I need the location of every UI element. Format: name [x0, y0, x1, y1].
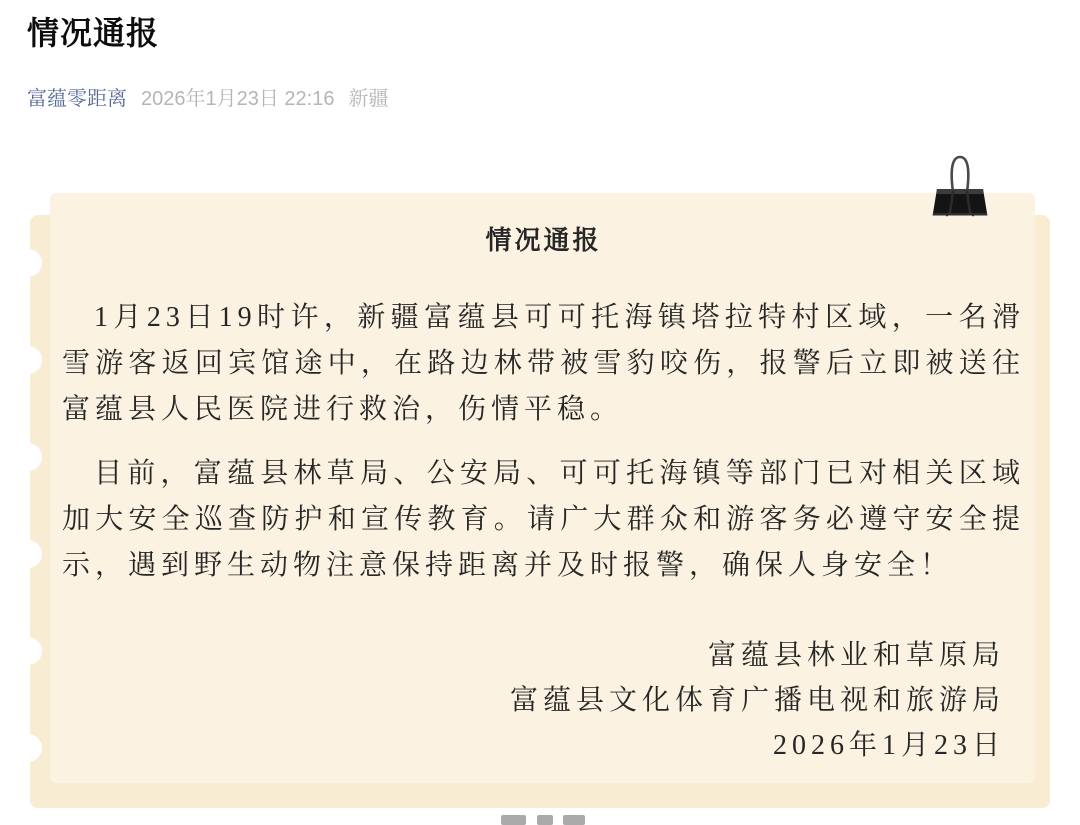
- notch-hole: [14, 249, 42, 277]
- cutoff-content: [537, 815, 553, 825]
- signature-agency-2: 富蕴县文化体育广播电视和旅游局: [509, 685, 1005, 716]
- notch-hole: [14, 637, 42, 665]
- account-name-link[interactable]: 富蕴零距离: [27, 88, 127, 110]
- notch-hole: [14, 443, 42, 471]
- signature-block: [62, 633, 1025, 768]
- binder-clip-icon: [926, 152, 994, 218]
- notch-hole: [14, 734, 42, 762]
- cutoff-content: [501, 815, 526, 825]
- notice-paragraph-1: 1月23日19时许，新疆富蕴县可可托海镇塔拉特村区域，一名滑雪游客返回宾馆途中，在路边林带被雪豹咬伤，报警后立即被送往富蕴县人民医院进行救治，伤情平稳。: [62, 302, 1025, 425]
- notch-hole: [14, 540, 42, 568]
- publish-datetime: 2026年1月23日 22:16: [141, 88, 335, 110]
- cutoff-content: [563, 815, 585, 825]
- signature-date: 2026年1月23日: [772, 730, 1005, 761]
- signature-agency-1: 富蕴县林业和草原局: [707, 640, 1005, 671]
- publish-location: 新疆: [348, 88, 389, 110]
- notice-paragraph-2: 目前，富蕴县林草局、公安局、可可托海镇等部门已对相关区域加大安全巡查防护和宣传教育。请广大群众和游客务必遵守安全提示，遇到野生动物注意保持距离并及时报警，确保人身安全！: [62, 458, 1025, 581]
- byline: [27, 82, 388, 111]
- page-title: 情况通报: [27, 15, 160, 51]
- notch-hole: [14, 346, 42, 374]
- notice-card: [50, 193, 1035, 783]
- notice-title: 情况通报: [485, 226, 602, 255]
